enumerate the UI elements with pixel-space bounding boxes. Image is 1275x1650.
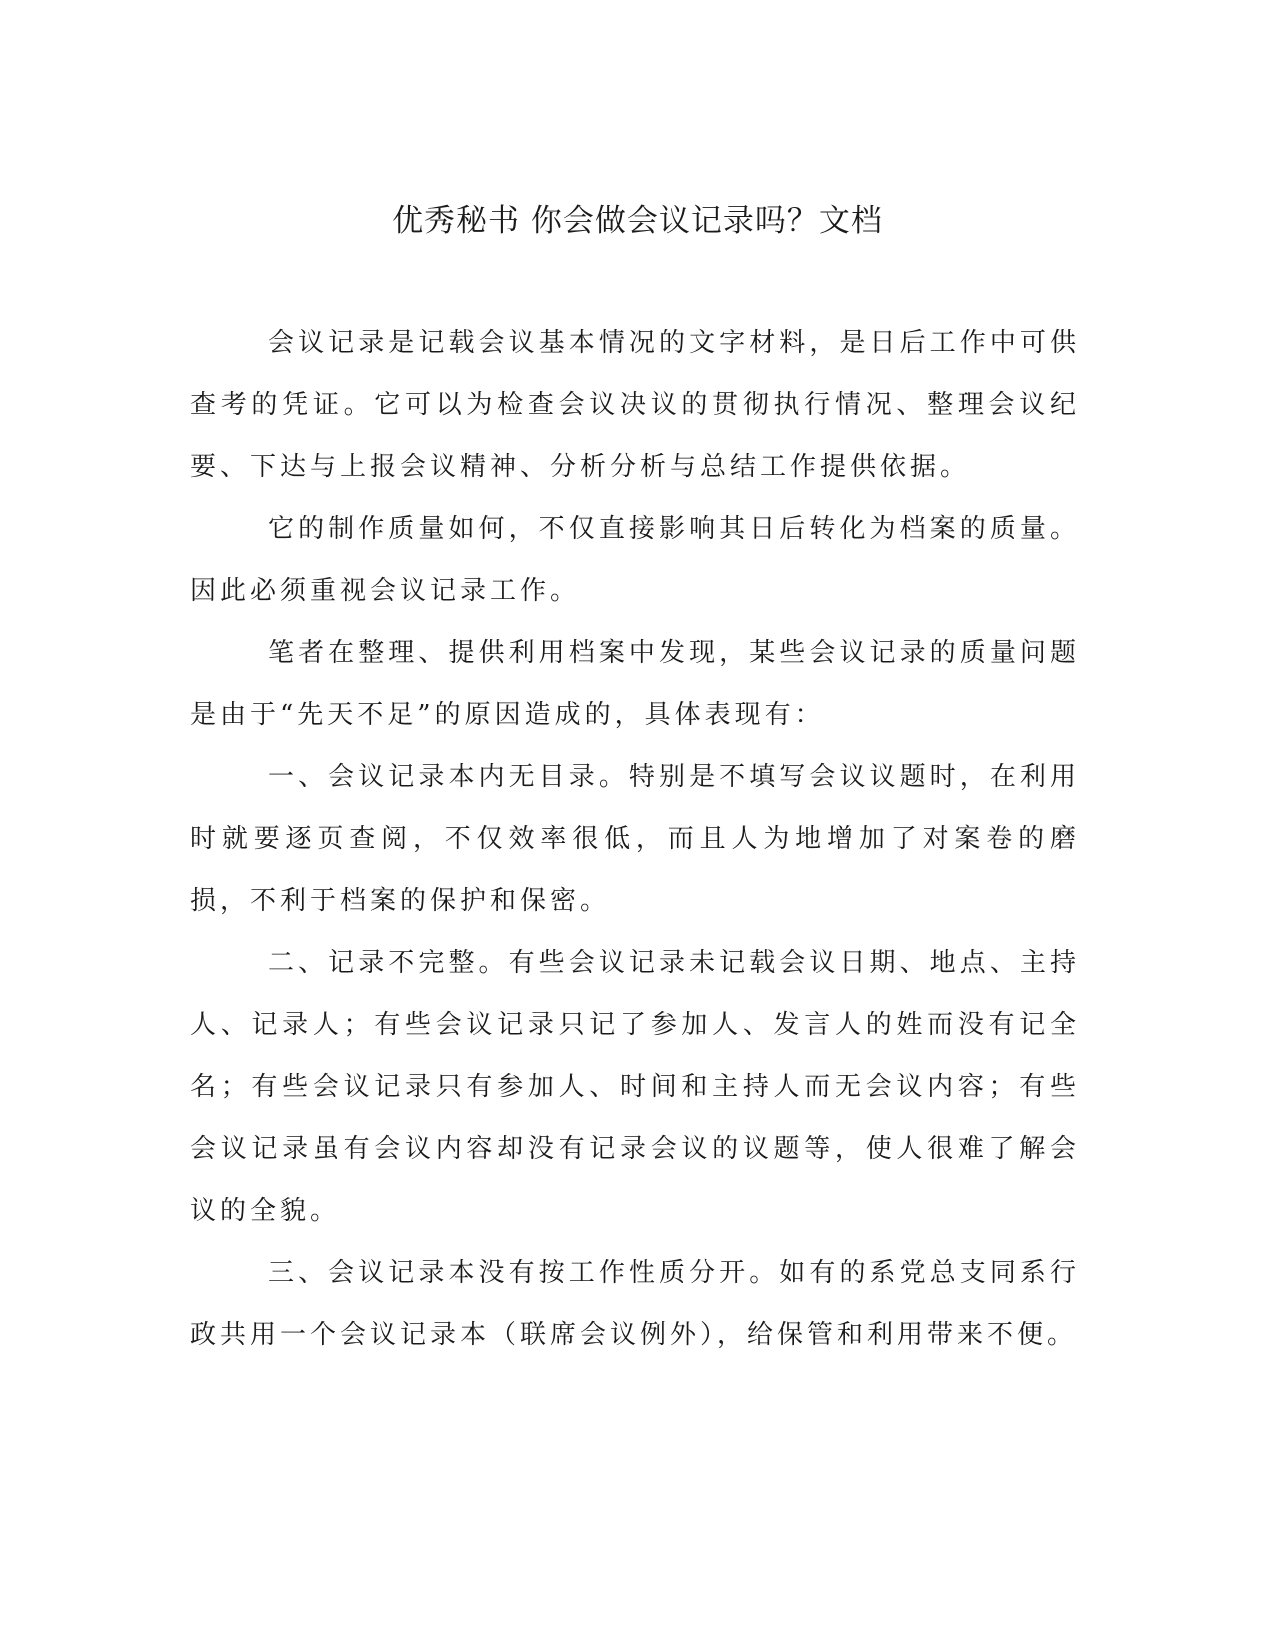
document-title: 优秀秘书 你会做会议记录吗？文档: [392, 203, 883, 239]
paragraph-findings: 笔者在整理、提供利用档案中发现，某些会议记录的质量问题是由于“先天不足”的原因造成的，具体表现有：: [190, 638, 1080, 730]
document-body: [190, 312, 1080, 1366]
paragraph-quality: 它的制作质量如何，不仅直接影响其日后转化为档案的质量。因此必须重视会议记录工作。: [190, 514, 1080, 606]
paragraph-point-2: 二、记录不完整。有些会议记录未记载会议日期、地点、主持人、记录人；有些会议记录只记了参加人、发言人的姓而没有记全名；有些会议记录只有参加人、时间和主持人而无会议内容；有些会议记录虽有会议内容却没有记录会议的议题等，使人很难了解会议的全貌。: [190, 948, 1080, 1226]
paragraph-point-3: 三、会议记录本没有按工作性质分开。如有的系党总支同系行政共用一个会议记录本（联席会议例外），给保管和利用带来不便。: [190, 1258, 1080, 1350]
paragraph-intro: 会议记录是记载会议基本情况的文字材料，是日后工作中可供查考的凭证。它可以为检查会议决议的贯彻执行情况、整理会议纪要、下达与上报会议精神、分析分析与总结工作提供依据。: [190, 328, 1080, 482]
paragraph-point-1: 一、会议记录本内无目录。特别是不填写会议议题时，在利用时就要逐页查阅，不仅效率很低，而且人为地增加了对案卷的磨损，不利于档案的保护和保密。: [190, 762, 1080, 916]
